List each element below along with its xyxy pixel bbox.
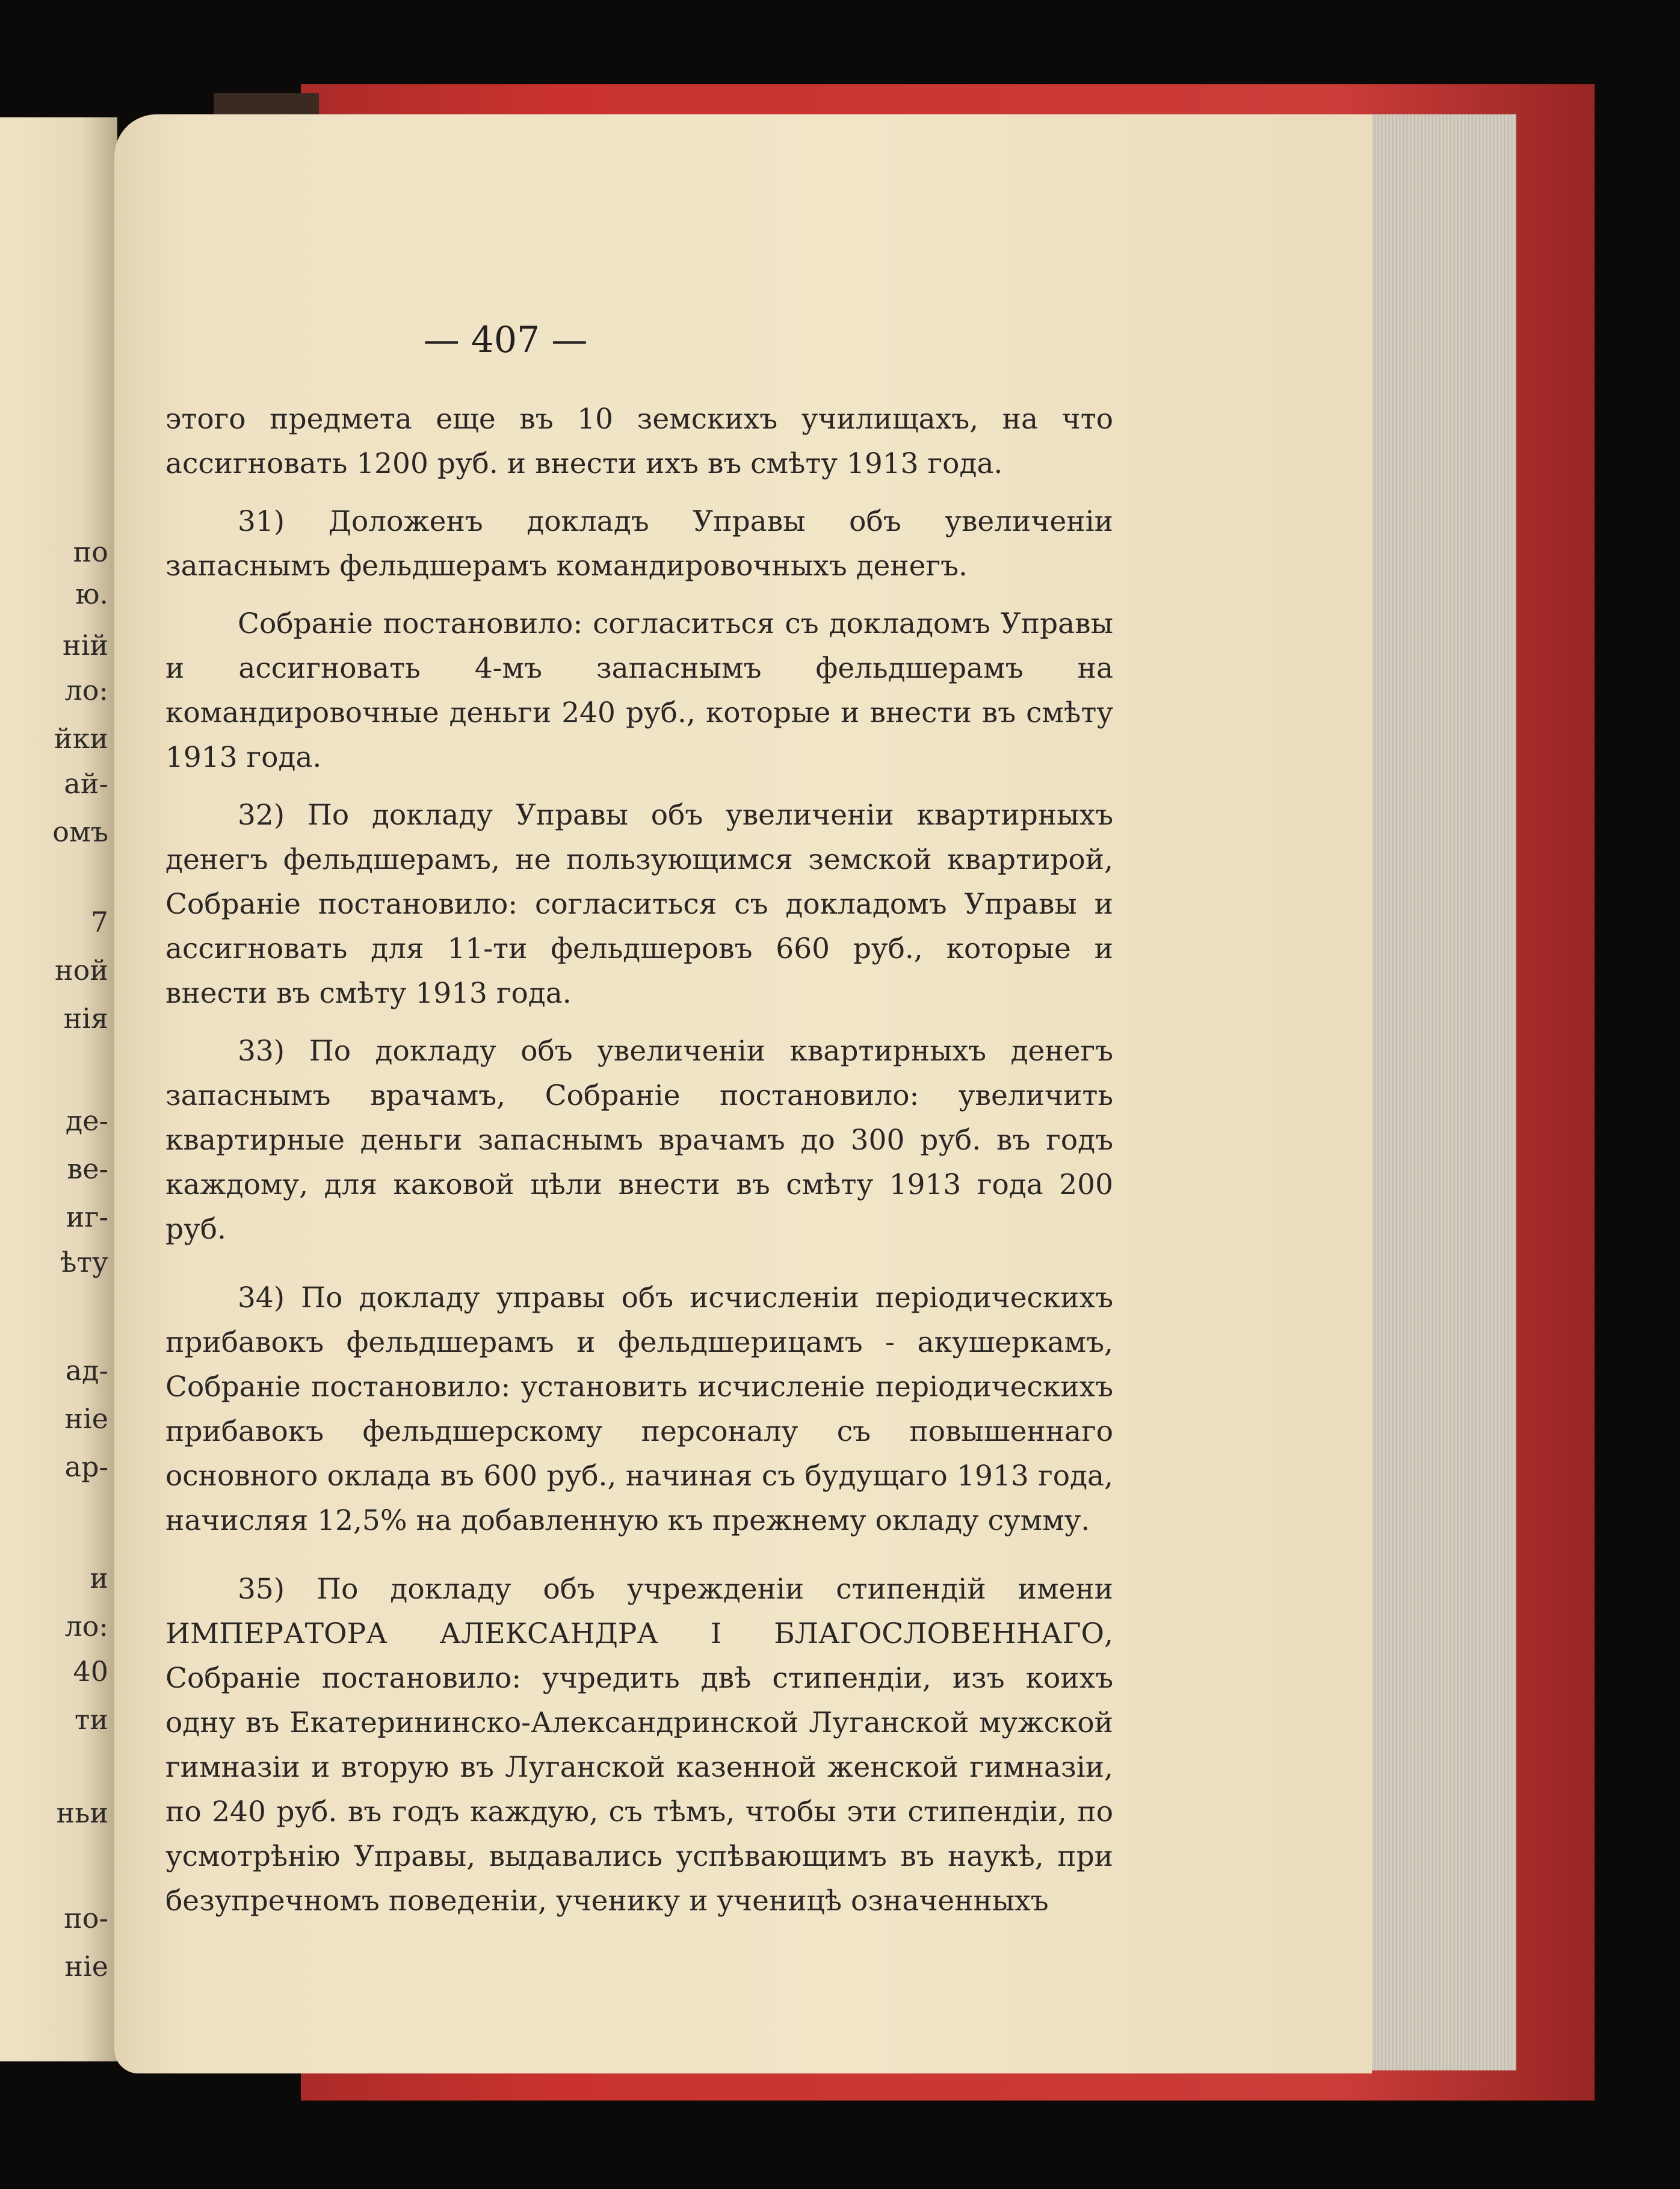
page-edges [1357, 114, 1516, 2070]
prev-fragment: 7 [90, 906, 108, 938]
prev-fragment: ар- [64, 1451, 108, 1483]
prev-fragment: ти [74, 1703, 108, 1736]
prev-fragment: омъ [52, 816, 108, 848]
prev-fragment: ло: [64, 1610, 108, 1643]
paragraph-item-31: 31) Доложенъ докладъ Управы объ увеличеніи запаснымъ фельдшерамъ командировочныхъ денегъ. [165, 505, 1113, 583]
prev-fragment: ніе [64, 1402, 108, 1435]
paragraph-continuation: этого предмета еще въ 10 земскихъ училищахъ, на что ассигновать 1200 руб. и внести ихъ въ смѣту 1913 года. [165, 403, 1113, 480]
prev-fragment: де- [65, 1104, 108, 1137]
prev-fragment: 40 [73, 1655, 108, 1688]
prev-fragment: ной [54, 954, 108, 986]
page-body [165, 397, 1113, 1936]
prev-fragment: йки [54, 722, 108, 755]
paragraph-item-33: 33) По докладу объ увеличеніи квартирныхъ денегъ запаснымъ врачамъ, Собраніе постановило: увеличить квартирные деньги запаснымъ врачамъ до 300 руб. въ годъ каждому, для каковой цѣли внести въ смѣту 1913 года 200 руб. [165, 1035, 1113, 1246]
prev-fragment: ѣту [60, 1246, 108, 1278]
prev-fragment: ве- [67, 1153, 108, 1185]
previous-page [0, 117, 117, 2061]
paragraph-item-35: 35) По докладу объ учрежденіи стипендій имени ИМПЕРАТОРА АЛЕКСАНДРА I БЛАГОСЛОВЕННАГО, Собраніе постановило: учредить двѣ стипендіи, изъ коихъ одну въ Екатерининско-Александринской Луганской мужской гимназіи и вторую въ Луганской казенной женской гимназіи, по 240 руб. въ годъ каждую, съ тѣмъ, чтобы эти стипендіи, по усмотрѣнію Управы, выдавались успѣвающимъ въ наукѣ, при безупречномъ поведеніи, ученику и ученицѣ означенныхъ [165, 1573, 1113, 1918]
prev-fragment: ніе [64, 1950, 108, 1983]
prev-fragment: нія [63, 1002, 108, 1035]
prev-fragment: иг- [66, 1201, 108, 1233]
prev-fragment: по- [64, 1902, 108, 1934]
prev-fragment: ло: [64, 674, 108, 707]
prev-fragment: по [73, 536, 108, 568]
page-number: — 407 — [423, 319, 588, 361]
paragraph-item-34: 34) По докладу управы объ исчисленіи періодическихъ прибавокъ фельдшерамъ и фельдшерицамъ - акушеркамъ, Собраніе постановило: установить исчисленіе періодическихъ прибавокъ фельдшерскому персоналу съ повышеннаго основного оклада въ 600 руб., начиная съ будущаго 1913 года, начисляя 12,5% на добавленную къ прежнему окладу сумму. [165, 1281, 1113, 1537]
prev-fragment: ай- [64, 767, 108, 800]
prev-fragment: и [90, 1562, 108, 1594]
prev-fragment: ній [62, 629, 108, 661]
prev-fragment: ад- [65, 1354, 108, 1387]
prev-fragment: ю. [75, 578, 108, 610]
prev-fragment: ньи [56, 1797, 108, 1829]
paragraph-item-32: 32) По докладу Управы объ увеличеніи квартирныхъ денегъ фельдшерамъ, не пользующимся земской квартирой, Собраніе постановило: согласиться съ докладомъ Управы и ассигновать для 11-ти фельдшеровъ 660 руб., которые и внести въ смѣту 1913 года. [165, 799, 1113, 1010]
paragraph-resolution: Собраніе постановило: согласиться съ докладомъ Управы и ассигновать 4-мъ запаснымъ фельдшерамъ на командировочные деньги 240 руб., которые и внести въ смѣту 1913 года. [165, 607, 1113, 774]
